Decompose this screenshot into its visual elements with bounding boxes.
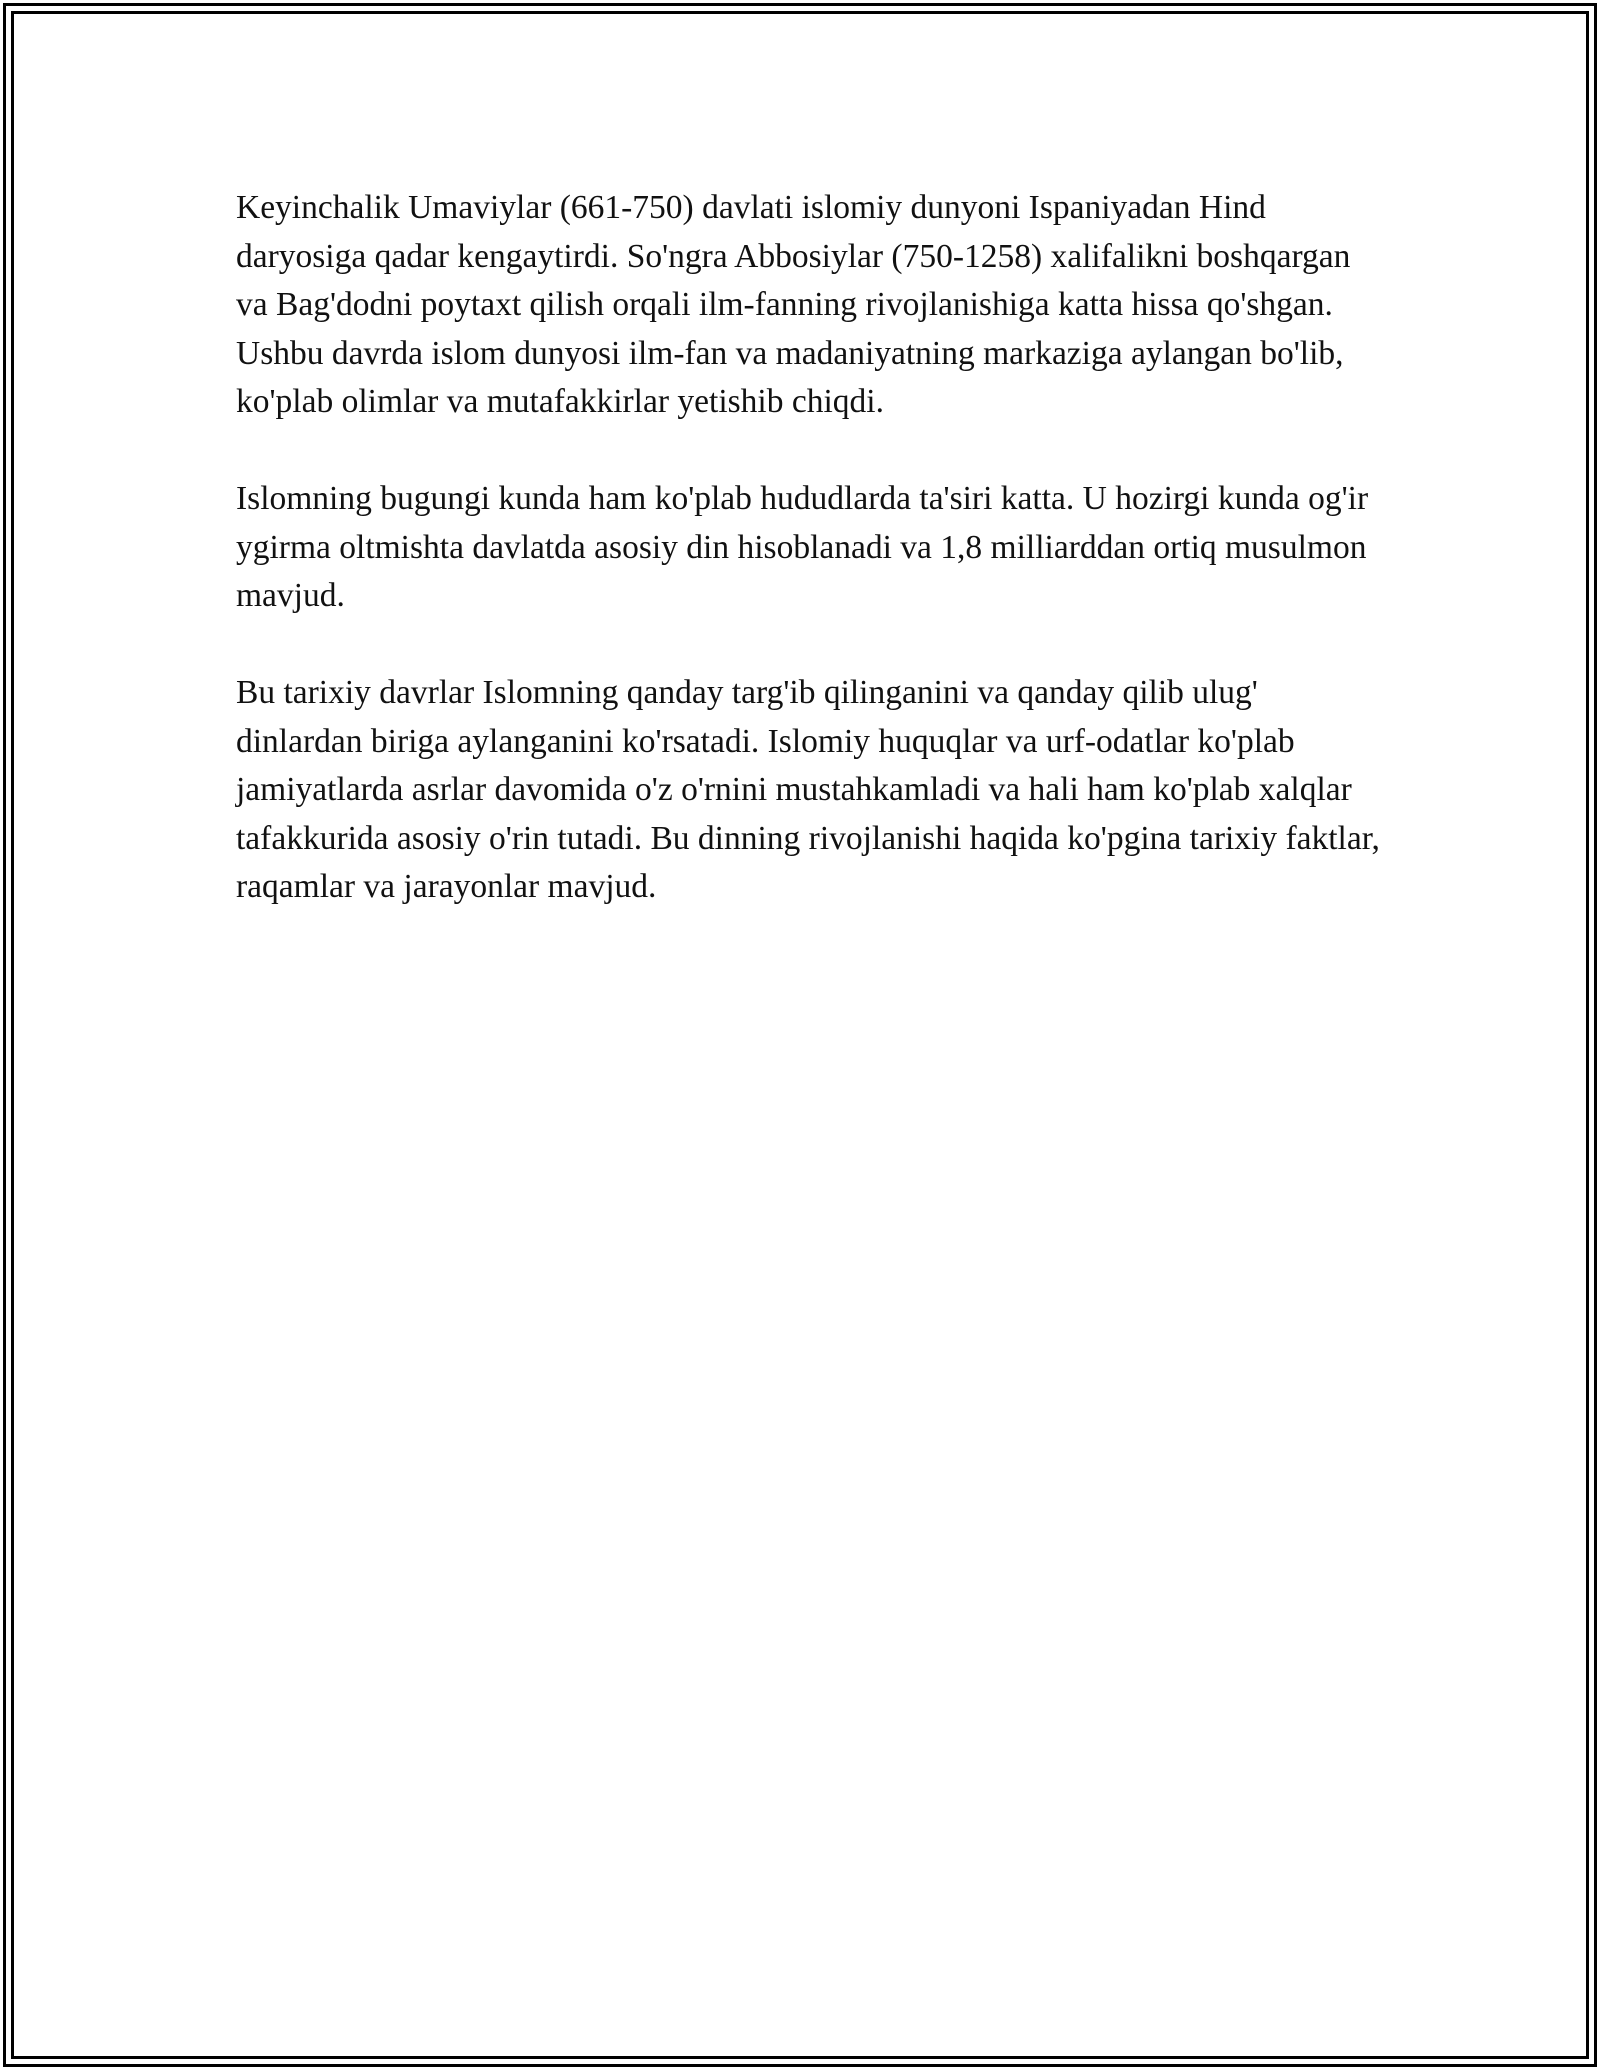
- paragraph-2: Islomning bugungi kunda ham ko'plab hududlarda ta'siri katta. U hozirgi kunda og'ir ygirma oltmishta davlatda asosiy din hisoblanadi va 1,8 milliarddan ortiq musulmon mavjud.: [236, 480, 1369, 614]
- paragraph-3: Bu tarixiy davrlar Islomning qanday targ'ib qilinganini va qanday qilib ulug' dinlardan biriga aylanganini ko'rsatadi. Islomiy huquqlar va urf-odatlar ko'plab jamiyatlarda asrlar davomida o'z o'rnini mustahkamladi va hali ham ko'plab xalqlar tafakkurida asosiy o'rin tutadi. Bu dinning rivojlanishi haqida ko'pgina tarixiy faktlar, raqamlar va jarayonlar mavjud.: [236, 674, 1380, 905]
- document-body: [236, 184, 1386, 960]
- paragraph-1: Keyinchalik Umaviylar (661-750) davlati islomiy dunyoni Ispaniyadan Hind daryosiga qadar kengaytirdi. So'ngra Abbosiylar (750-1258) xalifalikni boshqargan va Bag'dodni poytaxt qilish orqali ilm-fanning rivojlanishiga katta hissa qo'shgan. Ushbu davrda islom dunyosi ilm-fan va madaniyatning markaziga aylangan bo'lib, ko'plab olimlar va mutafakkirlar yetishib chiqdi.: [236, 189, 1351, 420]
